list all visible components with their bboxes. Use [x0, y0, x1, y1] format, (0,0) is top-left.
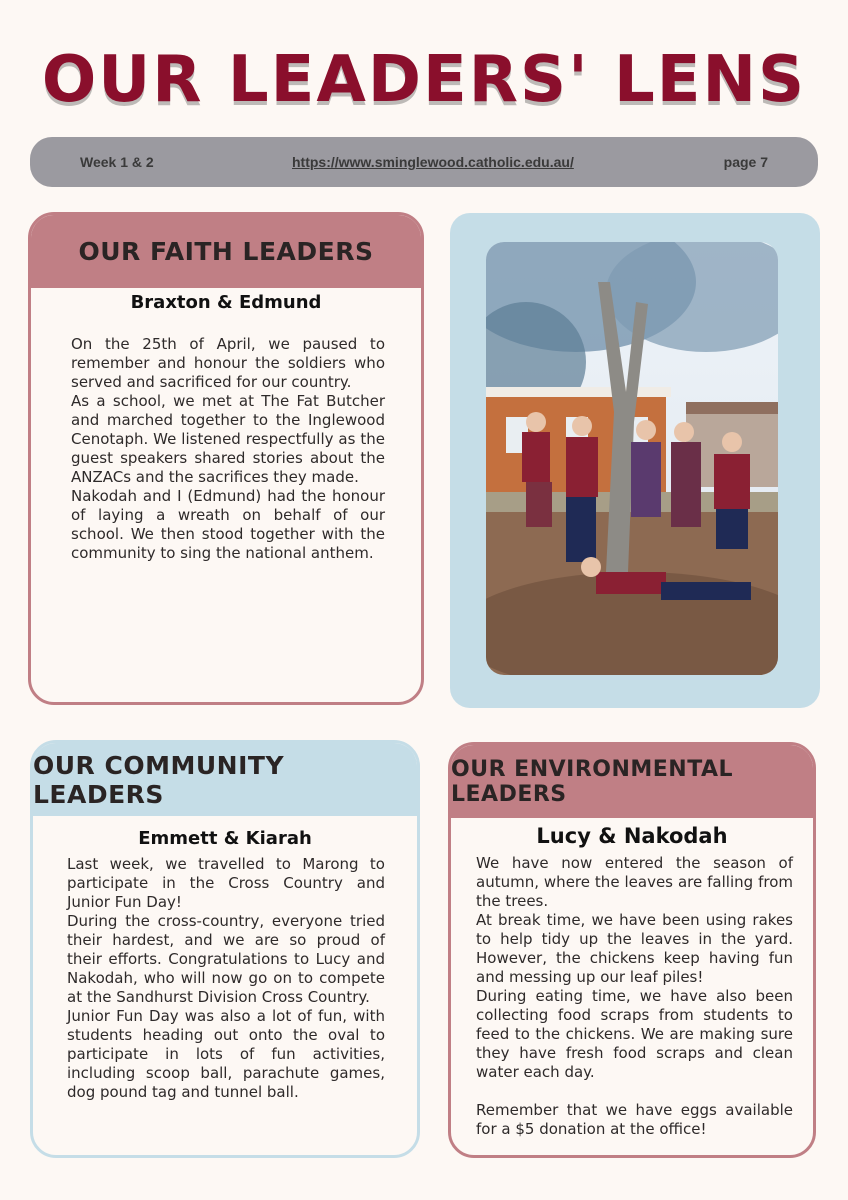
students-photo-illustration [486, 242, 778, 675]
students-group-photo [486, 242, 778, 675]
paragraph: As a school, we met at The Fat Butcher and marched together to the Inglewood Cenotaph. We listened respectfully as the guest speakers shared stories about the ANZACs and the sacrifices they made. [71, 392, 385, 486]
closing-note: Remember that we have eggs available for a $5 donation at the office! [476, 1101, 793, 1138]
school-website-link[interactable]: https://www.sminglewood.catholic.edu.au/ [292, 154, 574, 170]
photo-card [450, 213, 820, 708]
paragraph: Last week, we travelled to Marong to participate in the Cross Country and Junior Fun Day! [67, 855, 385, 911]
paragraph: Nakodah and I (Edmund) had the honour of laying a wreath on behalf of our school. We then stood together with the community to sing the national anthem. [71, 487, 385, 562]
community-leaders-heading: OUR COMMUNITY LEADERS [33, 743, 417, 816]
faith-leaders-card [28, 212, 424, 705]
faith-leaders-names: Braxton & Edmund [130, 292, 322, 313]
environmental-leaders-text [451, 848, 813, 1139]
environmental-leaders-heading: OUR ENVIRONMENTAL LEADERS [451, 745, 813, 818]
faith-leaders-heading: OUR FAITH LEADERS [31, 215, 421, 288]
page-number: page 7 [723, 154, 768, 170]
paragraph: During the cross-country, everyone tried their hardest, and we are so proud of their efforts. Congratulations to Lucy and Nakodah, who will now go on to compete at the Sandhurst Division Cross Country. [67, 912, 385, 1006]
week-label: Week 1 & 2 [80, 154, 154, 170]
paragraph: On the 25th of April, we paused to remember and honour the soldiers who served and sacrificed for our country. [71, 335, 385, 391]
community-leaders-card [30, 740, 420, 1158]
environmental-leaders-card [448, 742, 816, 1158]
page-title: OUR LEADERS' LENS [41, 43, 807, 117]
paragraph: At break time, we have been using rakes to help tidy up the leaves in the yard. However, the chickens keep having fun and messing up our leaf piles! [476, 911, 793, 986]
info-bar [30, 137, 818, 187]
community-leaders-names: Emmett & Kiarah [138, 828, 312, 849]
community-leaders-text [33, 849, 417, 1102]
paragraph: Junior Fun Day was also a lot of fun, with students heading out onto the oval to participate in lots of fun activities, including scoop ball, parachute games, dog pound tag and tunnel ball. [67, 1007, 385, 1101]
paragraph: During eating time, we have also been collecting food scraps from students to feed to the chickens. We are making sure they have fresh food scraps and clean water each day. [476, 987, 793, 1081]
environmental-leaders-names: Lucy & Nakodah [536, 824, 728, 848]
faith-leaders-text [31, 313, 421, 563]
paragraph: We have now entered the season of autumn, where the leaves are falling from the trees. [476, 854, 793, 910]
